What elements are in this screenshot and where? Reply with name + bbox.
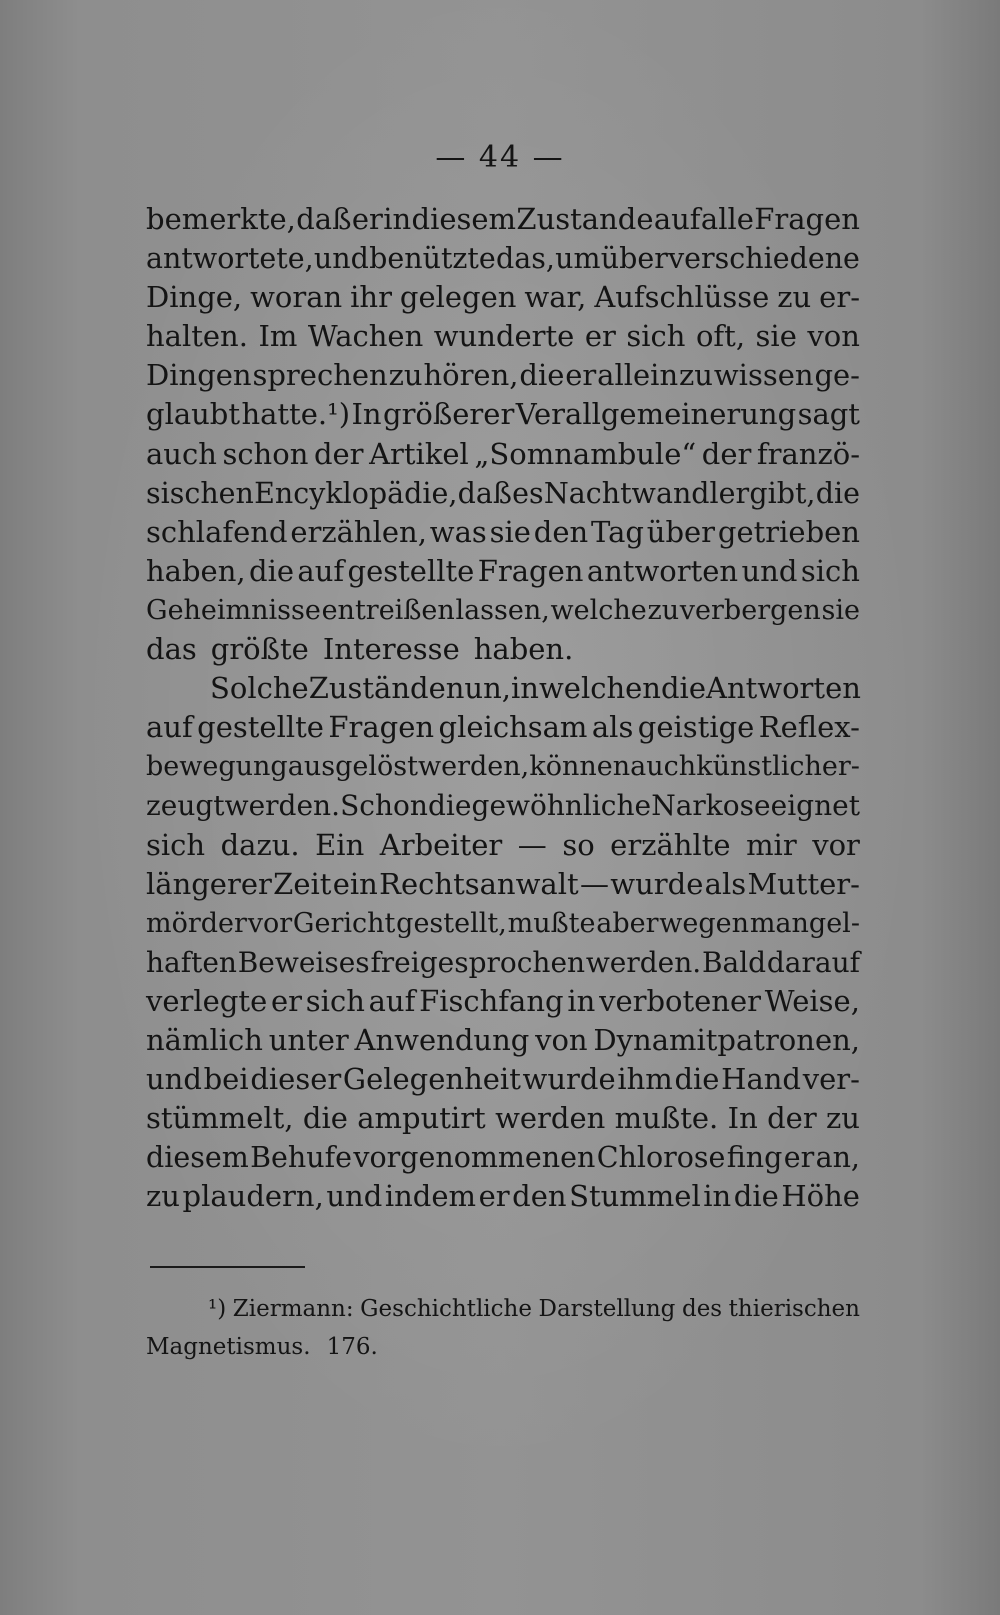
word: von [807, 319, 860, 354]
word: hatte.¹) [241, 397, 351, 432]
word: verlegte [146, 983, 268, 1018]
word: nämlich [146, 1022, 263, 1057]
word: und [146, 1062, 202, 1097]
word: wissen [713, 358, 814, 393]
word: sie [755, 319, 797, 354]
word: mörder [146, 907, 247, 939]
word: sie [821, 594, 860, 626]
word: die [674, 1062, 720, 1097]
word: ein [332, 866, 378, 901]
word: vor [812, 827, 860, 862]
word: gestellt, [396, 907, 507, 939]
word: welche [550, 594, 647, 626]
word: wurde [610, 866, 704, 901]
word: die [815, 476, 860, 510]
text-line [146, 200, 860, 239]
word: zu [679, 358, 713, 393]
text-line [146, 513, 860, 552]
word: mangel- [749, 907, 860, 939]
word: sich [626, 319, 686, 354]
word: mußte. [614, 1101, 719, 1136]
word: indem [384, 1179, 477, 1214]
word: In [727, 1101, 758, 1136]
word: haben, [146, 553, 246, 588]
word: Fischfang [419, 983, 564, 1018]
word: sischen [146, 476, 254, 510]
word: er- [819, 280, 860, 315]
word: die [249, 553, 295, 588]
word: auf [297, 553, 345, 588]
word: verbergen [679, 594, 821, 626]
text-line [146, 786, 860, 825]
word: sich [305, 983, 365, 1018]
word: an, [815, 1141, 860, 1175]
text-line [146, 239, 860, 278]
word: Beweises [237, 945, 370, 979]
word: welchen [538, 671, 661, 706]
word: wurde [522, 1062, 616, 1097]
word: Dingen [146, 358, 252, 393]
word: er [783, 1141, 815, 1175]
word: er [351, 202, 383, 236]
word: plaudern, [182, 1179, 324, 1214]
word: der [767, 1101, 817, 1136]
word: Stummel [569, 1179, 701, 1214]
word: fing [726, 1141, 783, 1175]
word: gelegen [399, 280, 517, 315]
word: sagt [797, 397, 860, 432]
footnote [146, 1290, 860, 1366]
word: sich [146, 827, 206, 862]
word: er- [821, 751, 860, 783]
word: Ein [315, 827, 365, 862]
word: dazu. [220, 827, 300, 862]
word: Geheimnisse [146, 594, 321, 626]
word: benützte [369, 242, 496, 276]
word: zu [146, 1179, 180, 1214]
word: Gericht [292, 907, 396, 939]
word: können [529, 751, 631, 783]
word: Zustande [516, 202, 654, 236]
word: erzählte [610, 827, 731, 862]
word: unter [268, 1022, 349, 1057]
word: zeugt [146, 789, 225, 823]
word: bewegung [146, 751, 288, 783]
word: sie [489, 514, 531, 549]
word: Fragen [477, 553, 584, 588]
word: diesem [411, 202, 517, 236]
word: er [478, 1179, 510, 1214]
word: und [326, 1179, 383, 1214]
word: Fragen [328, 710, 435, 745]
word: — [579, 866, 609, 901]
word: Artikel [369, 436, 469, 471]
text-line [146, 630, 860, 669]
word: vorgenommenen [353, 1141, 596, 1175]
word: es [512, 476, 544, 510]
word: amputirt [357, 1101, 486, 1136]
footnote-word: 176. [326, 1334, 378, 1360]
text-line [146, 669, 860, 708]
word: halten. [146, 319, 248, 354]
word: das [146, 632, 197, 667]
text-line [146, 395, 860, 434]
word: Bald [701, 945, 767, 979]
footnote-word: ¹) [208, 1296, 227, 1322]
text-line [146, 552, 860, 591]
word: gewöhnliche [471, 789, 652, 823]
word: in [567, 983, 596, 1018]
word: sich [800, 553, 860, 588]
footnote-word: Ziermann: [232, 1296, 354, 1322]
word: In [351, 397, 382, 432]
text-line [146, 826, 860, 865]
word: schlafend [146, 514, 288, 549]
word: werden. [585, 945, 702, 979]
word: franzö- [756, 436, 860, 471]
word: Behufe [250, 1141, 353, 1175]
footnote-line [146, 1328, 860, 1366]
word: daß [296, 202, 352, 236]
word: Encyklopädie, [254, 476, 458, 510]
word: Fragen [754, 202, 860, 236]
word: als [704, 866, 747, 901]
word: in [383, 202, 412, 236]
word: in [511, 671, 539, 706]
word: die [733, 1179, 779, 1214]
word: auf [146, 710, 193, 745]
word: auf [368, 983, 416, 1018]
word: Schon [340, 789, 428, 823]
word: stümmelt, [146, 1101, 294, 1136]
word: gestellte [197, 710, 324, 745]
word: Dinge, [146, 280, 243, 315]
word: mußte [507, 907, 596, 939]
word: wunderte [433, 319, 575, 354]
word: Aufschlüsse [594, 280, 770, 315]
text-line [146, 865, 860, 904]
word: als [591, 710, 634, 745]
word: glaubt [146, 397, 241, 432]
word: längerer [146, 866, 272, 901]
text-line [146, 435, 860, 474]
word: wegen [659, 907, 750, 939]
text-line [146, 747, 860, 786]
footnote-word: thierischen [728, 1296, 860, 1322]
word: ihr [350, 280, 392, 315]
word: Hand [721, 1062, 801, 1097]
word: lassen, [455, 594, 550, 626]
word: Zustände [308, 671, 446, 706]
word: erzählen, [290, 514, 427, 549]
word: Solche [210, 671, 309, 706]
word: den [512, 1179, 567, 1214]
word: werden, [418, 751, 530, 783]
word: darauf [766, 945, 860, 979]
word: freigesprochen [370, 945, 586, 979]
word: aber [596, 907, 659, 939]
text-line [146, 982, 860, 1021]
text-line [146, 1177, 860, 1216]
word: die [660, 671, 706, 706]
word: Wachen [307, 319, 424, 354]
text-line [146, 1060, 860, 1099]
word: bei [203, 1062, 249, 1097]
word: Arbeiter [379, 827, 503, 862]
word: geistige [637, 710, 755, 745]
word: eignet [770, 789, 860, 823]
word: zu [826, 1101, 860, 1136]
word: „Somnambule“ [474, 436, 697, 471]
word: haften [146, 945, 237, 979]
text-line [146, 1099, 860, 1138]
word: verschiedene [668, 242, 860, 276]
word: Reflex- [758, 710, 860, 745]
word: Nachtwandler [543, 476, 750, 510]
word: zu [777, 280, 812, 315]
word: Verallgemeinerung [515, 397, 797, 432]
word: die [519, 358, 565, 393]
word: auch [630, 751, 697, 783]
word: dieser [250, 1062, 342, 1097]
word: Zeit [273, 866, 332, 901]
word: und [741, 553, 798, 588]
word: gibt, [749, 476, 816, 510]
word: daß [457, 476, 512, 510]
word: größerer [383, 397, 515, 432]
word: der [701, 436, 752, 471]
word: haben. [473, 632, 574, 667]
word: sprechen [252, 358, 388, 393]
word: antwortete, [146, 242, 314, 276]
word: zu [388, 358, 423, 393]
word: Tag [591, 514, 644, 549]
word: über [646, 514, 716, 549]
text-line [146, 904, 860, 943]
word: werden [495, 1101, 606, 1136]
word: der [313, 436, 364, 471]
text-line [146, 1021, 860, 1060]
word: Im [258, 319, 298, 354]
word: schon [222, 436, 309, 471]
word: was [429, 514, 487, 549]
text-line [146, 317, 860, 356]
word: Höhe [781, 1179, 860, 1214]
word: die [427, 789, 472, 823]
text-line [146, 1138, 860, 1177]
word: woran [250, 280, 343, 315]
word: Mutter- [747, 866, 860, 901]
word: von [535, 1022, 588, 1057]
word: nun, [445, 671, 511, 706]
word: ihm [617, 1062, 673, 1097]
word: allein [597, 358, 679, 393]
text-line [146, 708, 860, 747]
word: Weise, [764, 983, 860, 1018]
word: ausgelöst [287, 751, 418, 783]
word: antworten [586, 553, 739, 588]
page-number: — 44 — [435, 140, 565, 175]
word: so [562, 827, 595, 862]
word: den [533, 514, 589, 549]
word: Antworten [706, 671, 861, 706]
word: verbotener [599, 983, 762, 1018]
footnote-word: Magnetismus. [146, 1334, 311, 1360]
word: oft, [695, 319, 746, 354]
word: vor [247, 907, 293, 939]
word: gleichsam [438, 710, 588, 745]
word: Chlorose [596, 1141, 726, 1175]
word: bemerkte, [146, 202, 296, 236]
footnote-divider [150, 1266, 305, 1268]
footnote-word: Darstellung [538, 1296, 676, 1322]
word: er [565, 358, 597, 393]
word: größte [210, 632, 309, 667]
word: Dynamitpatronen, [593, 1022, 860, 1057]
word: Gelegenheit [342, 1062, 521, 1097]
word: über [600, 242, 668, 276]
word: ge- [814, 358, 860, 393]
word: Narkose [651, 789, 771, 823]
word: Rechtsanwalt [379, 866, 579, 901]
footnote-line [146, 1290, 860, 1328]
footnote-word: des [681, 1296, 723, 1322]
body-text [146, 200, 860, 1216]
word: künstlich [696, 751, 822, 783]
word: und [313, 242, 369, 276]
word: mir [746, 827, 797, 862]
word: entreißen [321, 594, 455, 626]
word: getrieben [717, 514, 860, 549]
text-line [146, 278, 860, 317]
word: — [517, 827, 547, 862]
word: hören, [423, 358, 519, 393]
word: das, [495, 242, 555, 276]
word: ver- [802, 1062, 860, 1097]
word: Interesse [322, 632, 460, 667]
footnote-word: Geschichtliche [360, 1296, 532, 1322]
word: er [271, 983, 303, 1018]
word: auch [146, 436, 217, 471]
text-line [146, 474, 860, 513]
word: in [703, 1179, 732, 1214]
word: auf [653, 202, 701, 236]
text-line [146, 591, 860, 630]
word: Anwendung [354, 1022, 530, 1057]
text-line [146, 943, 860, 982]
word: um [555, 242, 601, 276]
word: werden. [224, 789, 340, 823]
word: er [584, 319, 616, 354]
word: gestellte [347, 553, 475, 588]
word: die [302, 1101, 348, 1136]
text-line [146, 356, 860, 395]
word: zu [647, 594, 680, 626]
word: diesem [146, 1141, 249, 1175]
word: war, [524, 280, 587, 315]
word: alle [700, 202, 754, 236]
